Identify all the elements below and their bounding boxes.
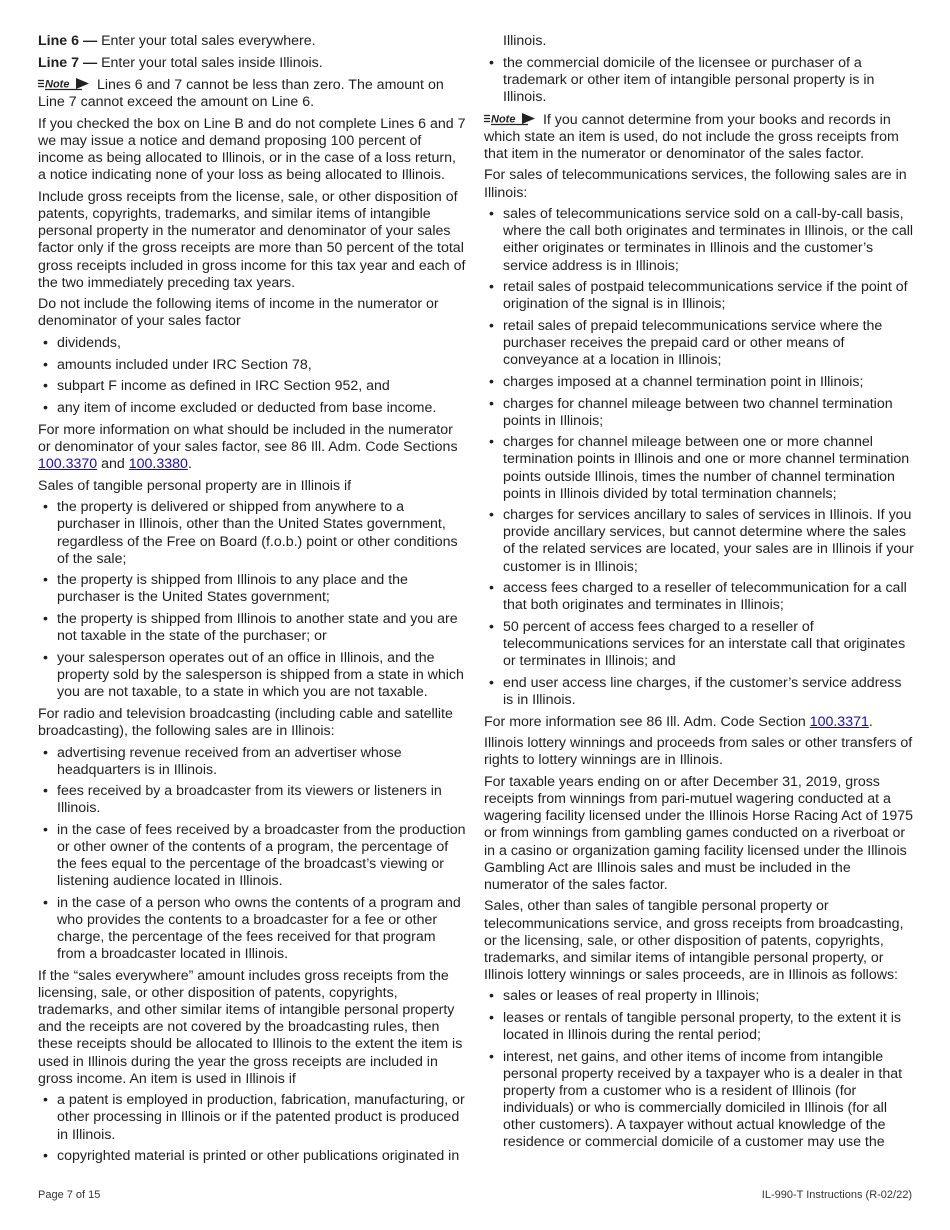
right-column xyxy=(484,33,914,1156)
paragraph-do-not-include: Do not include the following items of income in the numerator or denominator of your sales factor xyxy=(38,296,439,330)
line-7-instruction: Line 7 — Enter your total sales inside Illinois. xyxy=(38,54,323,71)
paragraph-sales-everywhere: If the “sales everywhere” amount includes gross receipts from the licensing, sale, or other disposition of patents, copyrights, trademarks, and other similar items of intangible personal property and the receipts are not covered by the broadcasting rules, then these receipts should be allocated to Illinois to the extent the item is used in Illinois during the year the gross receipts are included in gross income. An item is used in Illinois if xyxy=(38,968,463,1087)
list-item: • in the case of fees received by a broadcaster from the production or other owner of the contents of a program, the percentage of the fees equal to the percentage of the broadcast’s viewing or listening audience located in Illinois. xyxy=(38,822,466,890)
list-item: • charges for services ancillary to sales of services in Illinois. If you provide ancillary services, but cannot determine where the sales of the related services are located, your sales are in Illinois if your customer is in Illinois; xyxy=(484,507,914,575)
link-section-100-3370[interactable]: 100.3370 xyxy=(38,456,98,472)
paragraph-more-info: For more information on what should be included in the numerator or denominator of your sales factor, see 86 Ill. Adm. Code Sections 100.3370 and 100.3380. xyxy=(38,421,458,472)
paragraph-more-info-telecom: For more information see 86 Ill. Adm. Code Section 100.3371. xyxy=(484,713,873,730)
list-item: • dividends, xyxy=(38,335,466,352)
list-item: • subpart F income as defined in IRC Section 952, and xyxy=(38,378,466,395)
page-number: Page 7 of 15 xyxy=(38,1189,101,1201)
paragraph-include-gross-receipts: Include gross receipts from the license, sale, or other disposition of patents, copyrights, trademarks, and similar items of intangible personal property in the numerator and denominator of your sales factor only if the gross receipts are more than 50 percent of the total gross receipts included in gross income for this tax year and each of the two immediately preceding tax years. xyxy=(38,189,466,291)
list-item: • your salesperson operates out of an office in Illinois, and the property sold by the salesperson is shipped from a state in which you are not taxable, to a state in which you are not taxable. xyxy=(38,650,466,701)
list-item: • retail sales of prepaid telecommunications service where the purchaser receives the prepaid card or other means of conveyance at a location in Illinois; xyxy=(484,318,914,369)
list-item: • the property is delivered or shipped from anywhere to a purchaser in Illinois, other than the United States government, regardless of the Free on Board (f.o.b.) point or other conditions of the sale; xyxy=(38,499,466,567)
left-column xyxy=(38,33,466,1170)
list-item: • fees received by a broadcaster from its viewers or listeners in Illinois. xyxy=(38,783,466,817)
used-in-illinois-list xyxy=(38,1092,466,1165)
list-item: • charges for channel mileage between two channel termination points in Illinois; xyxy=(484,396,914,430)
paragraph-checked-box: If you checked the box on Line B and do not complete Lines 6 and 7 we may issue a notice and demand proposing 100 percent of income as being allocated to Illinois, or in the case of a loss return, a notice indicating none of your loss as being allocated to Illinois. xyxy=(38,116,466,184)
paragraph-taxable-years: For taxable years ending on or after December 31, 2019, gross receipts from winnings from pari-mutuel wagering conducted at a wagering facility licensed under the Illinois Horse Racing Act of 1975 or from winnings from gambling games conducted on a riverboat or in a casino or organization gaming facility licensed under the Illinois Gambling Act are Illinois sales and must be included in the numerator of the sales factor. xyxy=(484,774,914,893)
list-item: • 50 percent of access fees charged to a reseller of telecommunications services for an interstate call that originates or terminates in Illinois; and xyxy=(484,619,914,670)
note-arrow-icon xyxy=(38,76,90,91)
list-item: • charges imposed at a channel termination point in Illinois; xyxy=(484,374,914,391)
link-section-100-3380[interactable]: 100.3380 xyxy=(128,456,188,472)
list-item: • leases or rentals of tangible personal property, to the extent it is located in Illinois during the rental period; xyxy=(484,1010,914,1044)
note-lines-6-7: Note Lines 6 and 7 cannot be less than zero. The amount on Line 7 cannot exceed the amount on Line 6. xyxy=(38,77,444,111)
other-sales-list xyxy=(484,988,914,1151)
list-item: • the commercial domicile of the licensee or purchaser of a trademark or other item of intangible personal property is in Illinois. xyxy=(484,55,914,106)
paragraph-radio-tv: For radio and television broadcasting (including cable and satellite broadcasting), the following sales are in Illinois: xyxy=(38,705,453,739)
list-item: • in the case of a person who owns the contents of a program and who provides the contents to a broadcaster for a fee or other charge, the percentage of the fees received for that program from a broadcaster located in Illinois. xyxy=(38,895,466,963)
paragraph-telecom: For sales of telecommunications services, the following sales are in Illinois: xyxy=(484,167,907,201)
list-item: • copyrighted material is printed or other publications originated in xyxy=(38,1148,466,1165)
list-item: • access fees charged to a reseller of telecommunication for a call that both originates and terminates in Illinois; xyxy=(484,580,914,614)
list-item: • end user access line charges, if the customer’s service address is in Illinois. xyxy=(484,675,914,709)
note-books-records: Note If you cannot determine from your books and records in which state an item is used, do not include the gross receipts from that item in the numerator or denominator of the sales factor. xyxy=(484,111,899,162)
list-item: • retail sales of postpaid telecommunications service if the point of origination of the signal is in Illinois; xyxy=(484,279,914,313)
form-identifier: IL-990-T Instructions (R-02/22) xyxy=(761,1189,912,1201)
list-item: • sales or leases of real property in Illinois; xyxy=(484,988,914,1005)
list-item-continuation: Illinois. xyxy=(503,33,547,49)
list-item: • a patent is employed in production, fabrication, manufacturing, or other processing in Illinois or if the patented product is produced in Illinois. xyxy=(38,1092,466,1143)
list-item: • the property is shipped from Illinois to another state and you are not taxable in the state of the purchaser; or xyxy=(38,611,466,645)
line-6-instruction: Line 6 — Enter your total sales everywhere. xyxy=(38,33,316,49)
list-item: • charges for channel mileage between one or more channel termination points in Illinois and one or more channel termination points outside Illinois, times the number of channel termination points in Illinois divided by total termination channels; xyxy=(484,434,914,502)
list-item: • sales of telecommunications service sold on a call-by-call basis, where the call both originates and terminates in Illinois, or the call either originates or terminates in Illinois and the customer’s service address is in Illinois; xyxy=(484,206,914,274)
list-item: • amounts included under IRC Section 78, xyxy=(38,357,466,374)
list-item: • the property is shipped from Illinois to any place and the purchaser is the United States government; xyxy=(38,572,466,606)
paragraph-sales-other: Sales, other than sales of tangible personal property or telecommunications service, and gross receipts from broadcasting, or the licensing, sale, or other disposition of patents, copyrights, trademarks, and similar items of intangible personal property, or Illinois lottery winnings or sales proceeds, are in Illinois as follows: xyxy=(484,898,904,983)
radio-list xyxy=(38,745,466,964)
note-label: Note xyxy=(491,113,516,126)
note-label: Note xyxy=(45,78,70,91)
list-item: • advertising revenue received from an advertiser whose headquarters is in Illinois. xyxy=(38,745,466,779)
exclude-list xyxy=(38,335,466,417)
tangible-list xyxy=(38,499,466,701)
note-arrow-icon xyxy=(484,111,536,126)
link-section-100-3371[interactable]: 100.3371 xyxy=(809,713,869,730)
paragraph-tangible-property: Sales of tangible personal property are in Illinois if xyxy=(38,477,352,494)
list-item: • any item of income excluded or deducted from base income. xyxy=(38,400,466,417)
used-in-illinois-list-continued xyxy=(484,55,914,106)
list-item: • interest, net gains, and other items of income from intangible personal property received by a taxpayer who is a dealer in that property from a customer who is a resident of Illinois (for individuals) or who is commercially domiciled in Illinois (for all other customers). A taxpayer without actual knowledge of the residence or commercial domicile of a customer may use the xyxy=(484,1049,914,1152)
telecom-list xyxy=(484,206,914,709)
paragraph-lottery: Illinois lottery winnings and proceeds from sales or other transfers of rights to lottery winnings are in Illinois. xyxy=(484,735,913,769)
